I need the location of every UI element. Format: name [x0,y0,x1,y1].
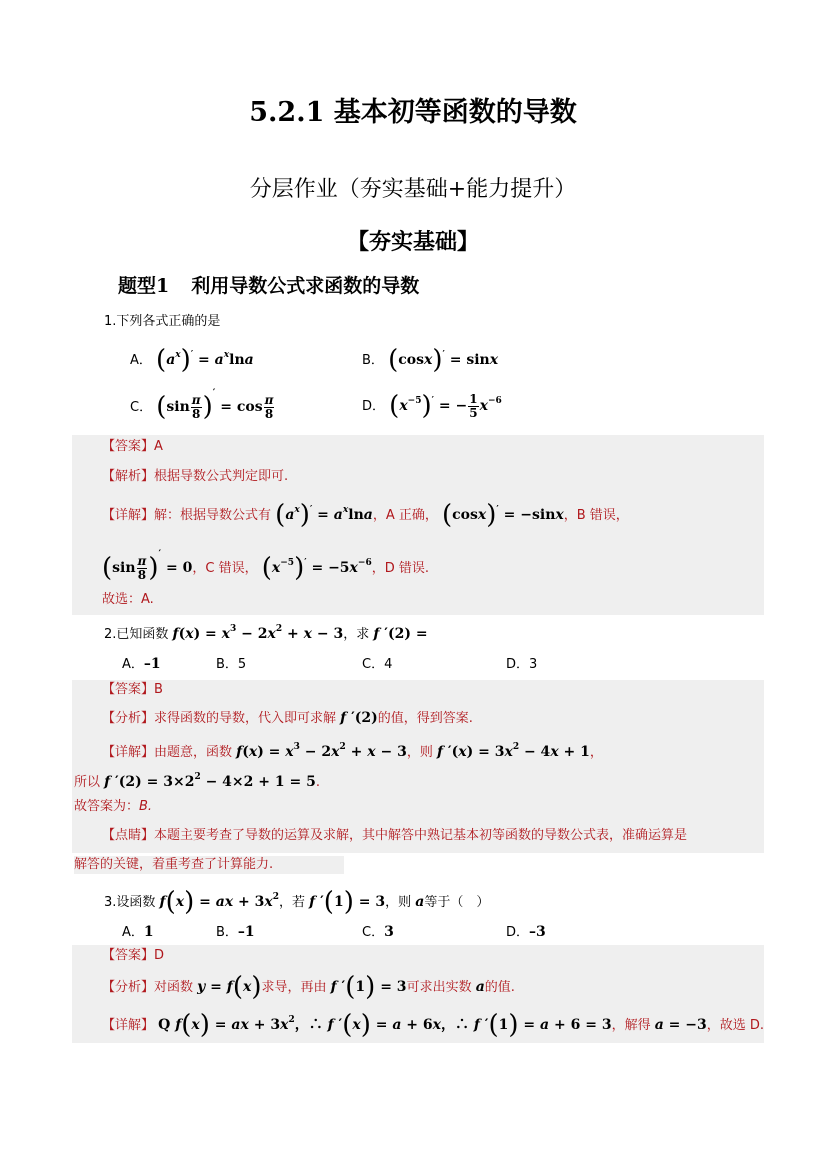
q1-option-a: A． $(a^x)' = a^x\ln a$ [130,345,254,375]
q2-detail-line2: 所以 f $'(2) = 3\times 2^2 - 4\times 2 + 1 = 5$. [74,772,320,790]
q1-analysis: 【解析】根据导数公式判定即可. [102,469,289,484]
q2-option-b: B．5 [216,657,247,672]
section-heading: 【夯实基础】 [346,229,479,255]
q1-option-d-formula: $(x^{-5})'$ = − $\frac{1}{5}$ $x^{-6}$ [389,391,502,421]
question-type-heading [118,271,419,298]
q2-analysis: 【分析】求得函数的导数，代入即可求解 f ′(2)的值，得到答案. [102,710,473,726]
q1-answer: 【答案】A [102,439,163,454]
q1-stem: 1.下列各式正确的是 [104,314,221,329]
q1-detail-line2: (sin $\frac{\pi}{8}$ )′ = 0，C 错误， $(x^{-5})' = -5x^{-6}$，D 错误. [102,549,429,583]
q2-comment-line1: 【点睛】本题主要考查了导数的运算及求解，其中解答中熟记基本初等函数的导数公式表，准确运算是 [102,828,688,843]
q2-comment-line2: 解答的关键，着重考查了计算能力. [74,856,344,874]
q1-choose: 故选：A. [102,592,154,607]
q2-option-c: C．4 [362,657,393,672]
q2-detail-line1: 【详解】由题意，函数 $f(x) = x^3 - 2x^2 + x - 3$，则 f $'(x) = 3x^2 - 4x + 1$， [102,742,603,760]
q3-stem: 3.设函数 f(x) = ax + $3x^2$，若 f ′(1) = 3，则 a等于（ ） [104,887,490,917]
q3-option-c: C．3 [362,924,394,940]
q1-option-a-formula: $(a^x)' = a^x\ln a$ [156,345,254,375]
q3-answer-block [72,945,764,1043]
document-title: 5.2.1 基本初等函数的导数 [249,97,577,128]
q2-option-d: D．3 [506,657,538,672]
q3-option-b: B．–1 [216,924,255,940]
q1-answer-block [72,435,764,615]
q2-answer: 【答案】B [102,682,163,697]
q1-option-c: C． (sin $\frac{\pi}{8}$ )′ = cos $\frac{\pi}{8}$ [130,388,274,422]
document-subtitle: 分层作业（夯实基础+能力提升） [249,177,577,202]
q3-analysis: 【分析】对函数 y = f(x)求导，再由 f ′(1) = 3可求出实数 a的值. [102,972,515,1002]
q1-option-d: D． $(x^{-5})'$ = − $\frac{1}{5}$ $x^{-6}$ [362,391,502,421]
q1-option-b-formula: (cosx)′ = sinx [388,345,499,375]
q2-option-a: A．–1 [122,656,161,672]
question-type-label: 题型1 [118,275,170,297]
q3-detail: 【详解】 Q f(x) = ax + $3x^2$，∴ f ′(x) = a + 6x，∴ f ′(1) = a + 6 = 3，解得 a = −3，故选 D. [102,1010,765,1040]
q2-result: 故答案为：B. [74,799,153,814]
q1-option-c-formula: (sin $\frac{\pi}{8}$ )′ = cos $\frac{\pi}{8}$ [156,388,274,422]
q3-answer: 【答案】D [102,948,165,963]
q1-detail-line1: 【详解】解：根据导数公式有 $(a^x)' = a^x\ln a$，A 正确， (cosx)′ = −sinx，B 错误， [102,500,629,530]
q2-answer-block [72,680,764,853]
question-type-text: 利用导数公式求函数的导数 [191,275,420,297]
q3-option-a: A．1 [122,924,154,940]
q1-option-b: B． (cosx)′ = sinx [362,345,499,375]
q2-stem: 2.已知函数 $f(x) = x^3 - 2x^2 + x - 3$，求 f ′(2) = [104,624,428,642]
q3-option-d: D．–3 [506,924,546,940]
